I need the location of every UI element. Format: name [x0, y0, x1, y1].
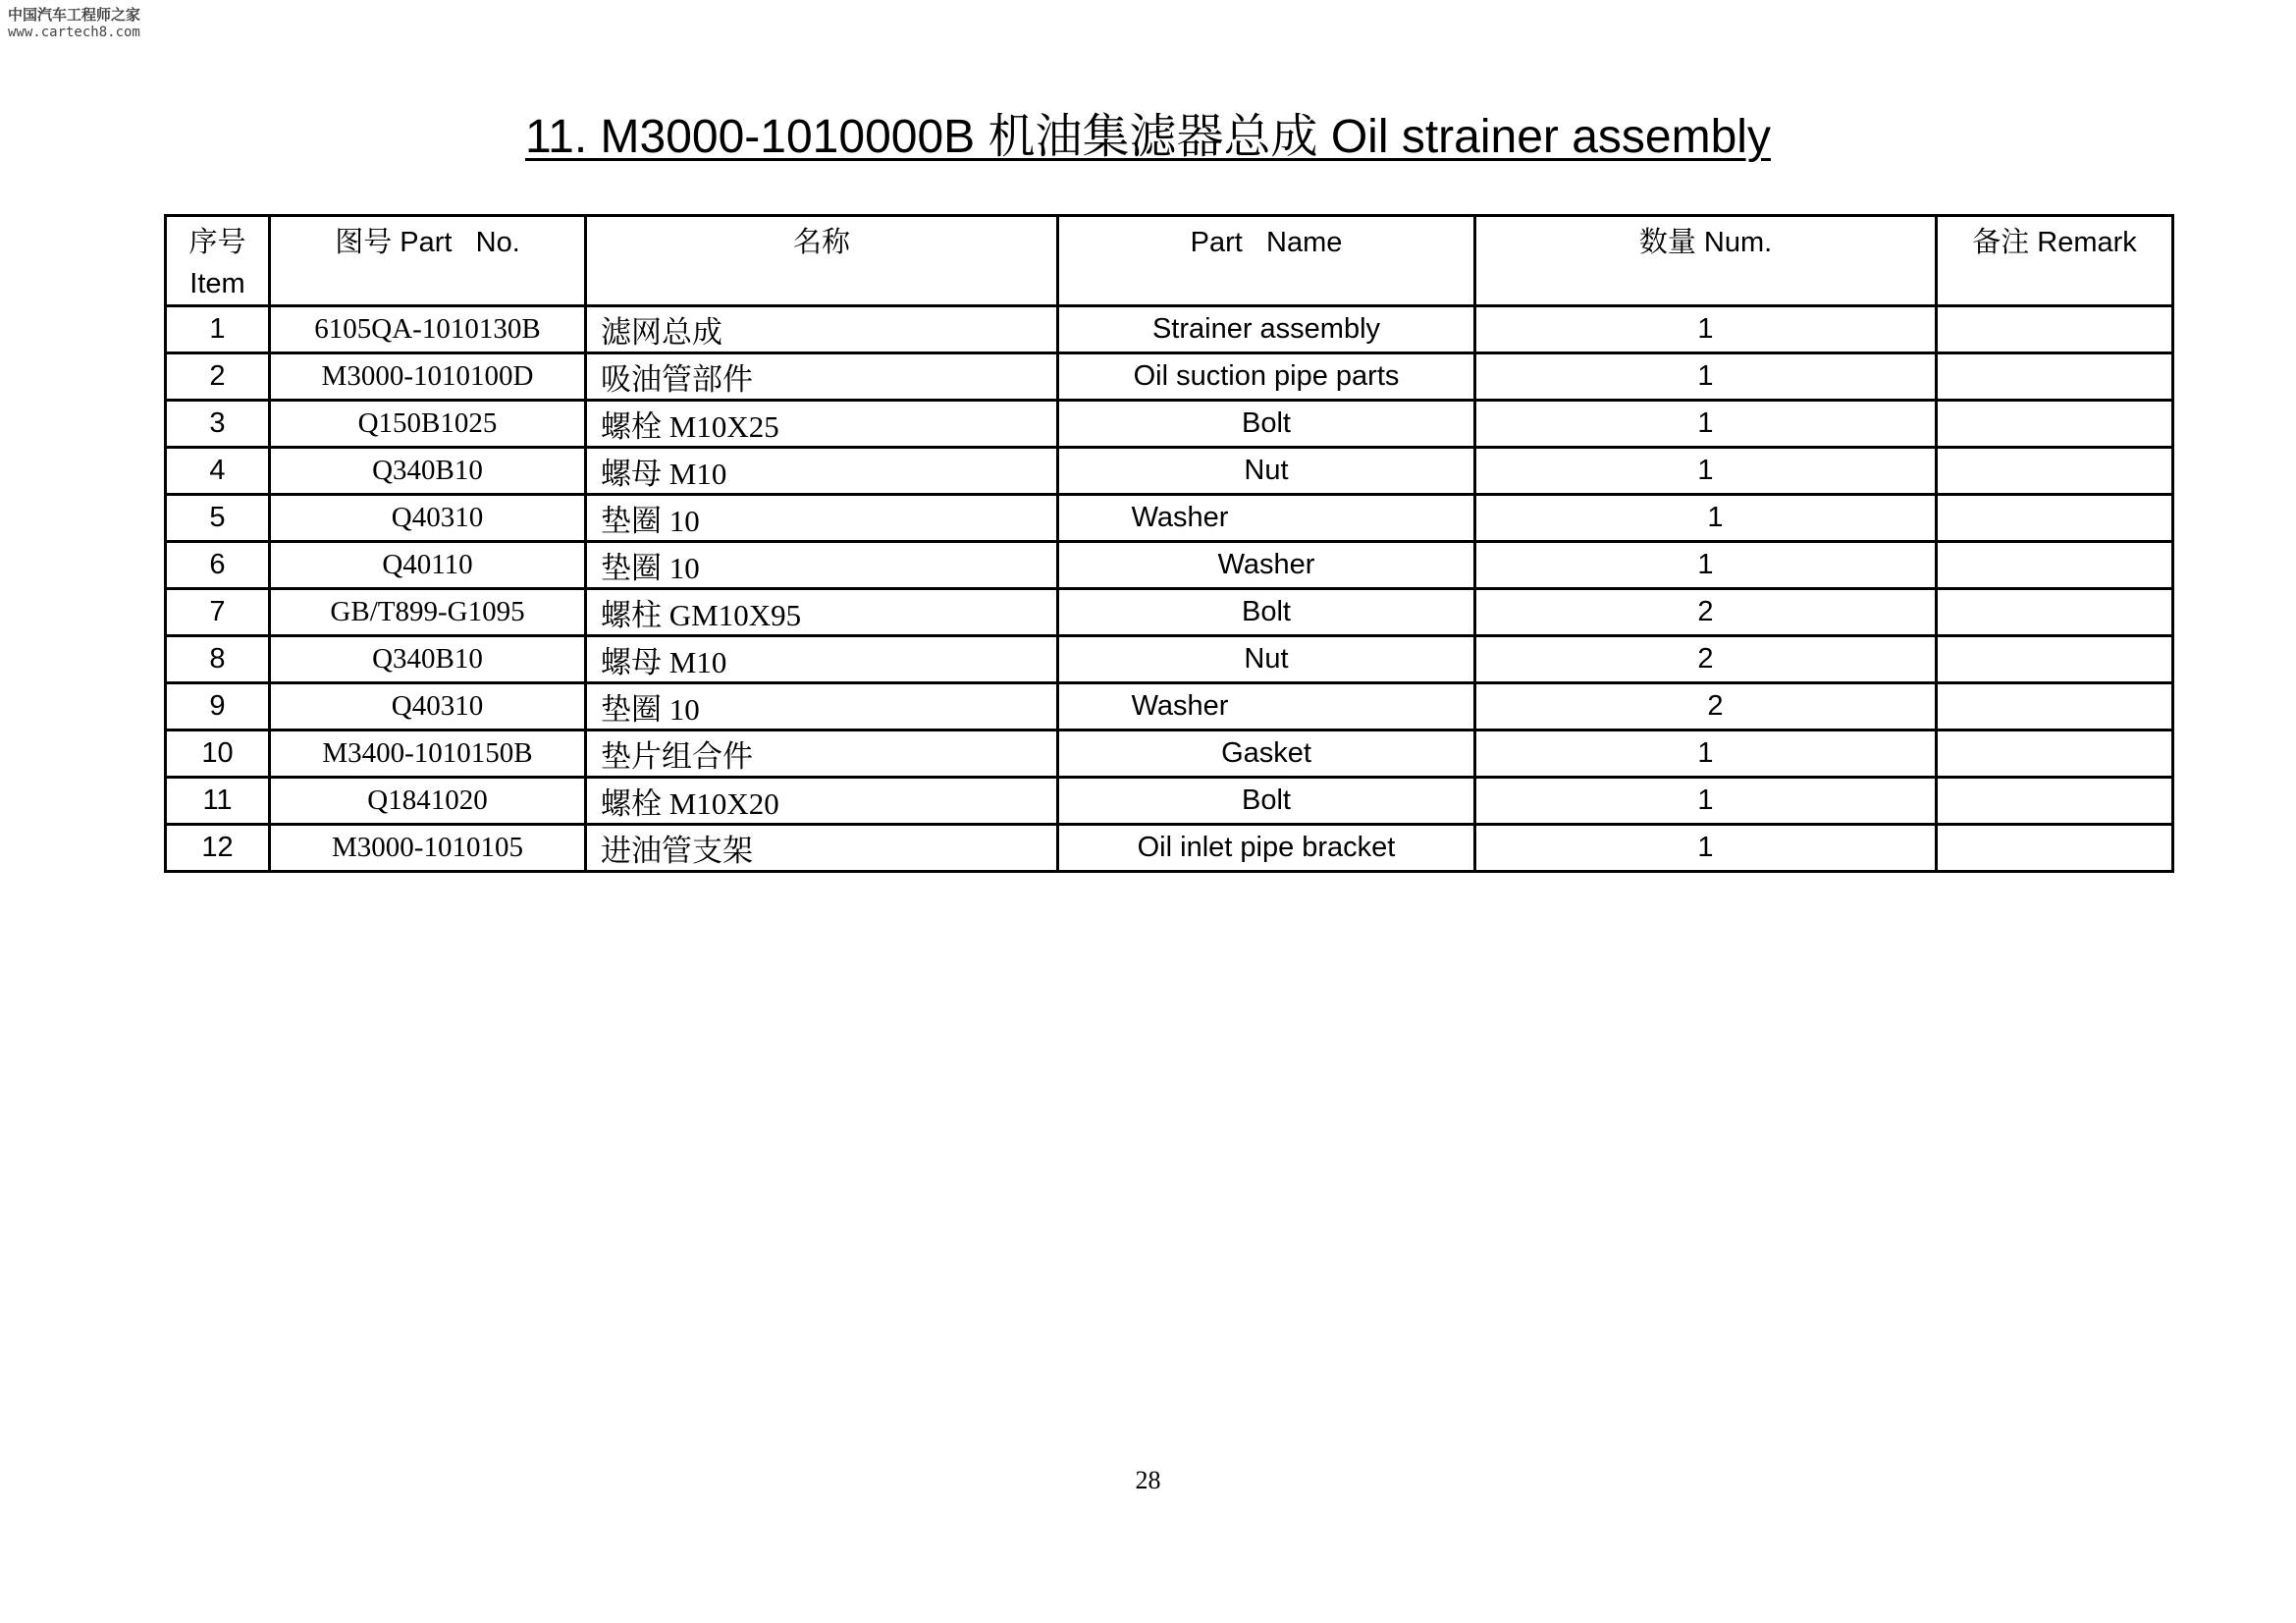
- row-name-cn: 滤网总成: [586, 306, 1058, 353]
- table-row: [166, 542, 2173, 589]
- header-num: 数量 Num.: [1475, 216, 1937, 306]
- row-name-en: Bolt: [1058, 401, 1475, 448]
- row-part-no: Q340B10: [270, 636, 586, 683]
- row-remark: [1937, 448, 2173, 495]
- row-name-en-text: Washer: [1131, 690, 1229, 722]
- row-part-no-text: Q40310: [391, 502, 484, 533]
- table-row: [166, 730, 2173, 778]
- row-name-en: Nut: [1058, 636, 1475, 683]
- row-num: 1: [1475, 448, 1937, 495]
- row-part-no: M3400-1010150B: [270, 730, 586, 778]
- row-remark: [1937, 306, 2173, 353]
- row-item: 10: [166, 730, 270, 778]
- row-name-cn: 垫片组合件: [586, 730, 1058, 778]
- row-num: [1475, 495, 1937, 542]
- row-num: 1: [1475, 542, 1937, 589]
- row-part-no: Q1841020: [270, 778, 586, 825]
- row-part-no: [270, 495, 586, 542]
- row-remark: [1937, 401, 2173, 448]
- watermark-url: www.cartech8.com: [8, 24, 140, 40]
- row-item: 4: [166, 448, 270, 495]
- row-item: 6: [166, 542, 270, 589]
- header-remark: 备注 Remark: [1937, 216, 2173, 306]
- header-part-no: 图号 Part No.: [270, 216, 586, 306]
- row-remark: [1937, 542, 2173, 589]
- row-num: 1: [1475, 353, 1937, 401]
- page-title: 11. M3000-1010000B 机油集滤器总成 Oil strainer assembly: [525, 111, 1771, 163]
- row-part-no: M3000-1010100D: [270, 353, 586, 401]
- row-remark: [1937, 683, 2173, 730]
- row-name-en: Washer: [1058, 542, 1475, 589]
- header-name-cn: 名称: [586, 216, 1058, 306]
- row-part-no-text: Q40310: [391, 690, 484, 722]
- table-row: [166, 778, 2173, 825]
- row-item: 12: [166, 825, 270, 872]
- row-remark: [1937, 636, 2173, 683]
- watermark-cn: 中国汽车工程师之家: [8, 6, 141, 24]
- row-name-cn: 螺栓 M10X25: [586, 401, 1058, 448]
- row-name-cn: 螺栓 M10X20: [586, 778, 1058, 825]
- row-item: 5: [166, 495, 270, 542]
- header-name-en: Part Name: [1058, 216, 1475, 306]
- row-part-no: [270, 683, 586, 730]
- row-num: 1: [1475, 730, 1937, 778]
- row-remark: [1937, 495, 2173, 542]
- table-row: [166, 495, 2173, 542]
- row-part-no: Q150B1025: [270, 401, 586, 448]
- row-remark: [1937, 589, 2173, 636]
- row-num: 1: [1475, 306, 1937, 353]
- row-num: [1475, 683, 1937, 730]
- row-part-no: M3000-1010105: [270, 825, 586, 872]
- table-row: [166, 306, 2173, 353]
- table-row: [166, 448, 2173, 495]
- table-row: [166, 683, 2173, 730]
- row-name-cn: 进油管支架: [586, 825, 1058, 872]
- watermark: [8, 6, 140, 41]
- row-name-en: Oil suction pipe parts: [1058, 353, 1475, 401]
- row-remark: [1937, 825, 2173, 872]
- row-item: 1: [166, 306, 270, 353]
- row-part-no: 6105QA-1010130B: [270, 306, 586, 353]
- row-num-text: 1: [1707, 502, 1724, 533]
- table-row: [166, 589, 2173, 636]
- table-row: [166, 636, 2173, 683]
- row-remark: [1937, 730, 2173, 778]
- row-name-cn: 吸油管部件: [586, 353, 1058, 401]
- row-num: 1: [1475, 778, 1937, 825]
- row-remark: [1937, 778, 2173, 825]
- row-name-en: Oil inlet pipe bracket: [1058, 825, 1475, 872]
- header-item-cn: 序号: [188, 227, 246, 258]
- row-num: 1: [1475, 401, 1937, 448]
- row-name-en: Nut: [1058, 448, 1475, 495]
- row-part-no: Q340B10: [270, 448, 586, 495]
- header-item: [166, 216, 270, 306]
- row-part-no: GB/T899-G1095: [270, 589, 586, 636]
- row-item: 7: [166, 589, 270, 636]
- row-name-cn: 垫圈 10: [586, 683, 1058, 730]
- row-name-en: Bolt: [1058, 778, 1475, 825]
- parts-table: [164, 214, 2174, 873]
- header-item-en: Item: [189, 268, 245, 299]
- table-row: [166, 401, 2173, 448]
- row-num: 1: [1475, 825, 1937, 872]
- row-name-cn: 垫圈 10: [586, 542, 1058, 589]
- row-name-en: Bolt: [1058, 589, 1475, 636]
- row-num-text: 2: [1707, 690, 1724, 722]
- table-row: [166, 825, 2173, 872]
- row-remark: [1937, 353, 2173, 401]
- table-header-row: [166, 216, 2173, 306]
- row-num: 2: [1475, 589, 1937, 636]
- row-item: 8: [166, 636, 270, 683]
- row-num: 2: [1475, 636, 1937, 683]
- row-name-cn: 螺母 M10: [586, 448, 1058, 495]
- table-row: [166, 353, 2173, 401]
- row-name-cn: 螺母 M10: [586, 636, 1058, 683]
- row-name-en: Gasket: [1058, 730, 1475, 778]
- page-number: 28: [1135, 1466, 1161, 1494]
- row-name-en-text: Washer: [1131, 502, 1229, 533]
- row-name-en: [1058, 495, 1475, 542]
- row-item: 9: [166, 683, 270, 730]
- row-item: 2: [166, 353, 270, 401]
- row-part-no: Q40110: [270, 542, 586, 589]
- row-item: 3: [166, 401, 270, 448]
- row-name-en: [1058, 683, 1475, 730]
- row-name-en: Strainer assembly: [1058, 306, 1475, 353]
- row-item: 11: [166, 778, 270, 825]
- row-name-cn: 垫圈 10: [586, 495, 1058, 542]
- row-name-cn: 螺柱 GM10X95: [586, 589, 1058, 636]
